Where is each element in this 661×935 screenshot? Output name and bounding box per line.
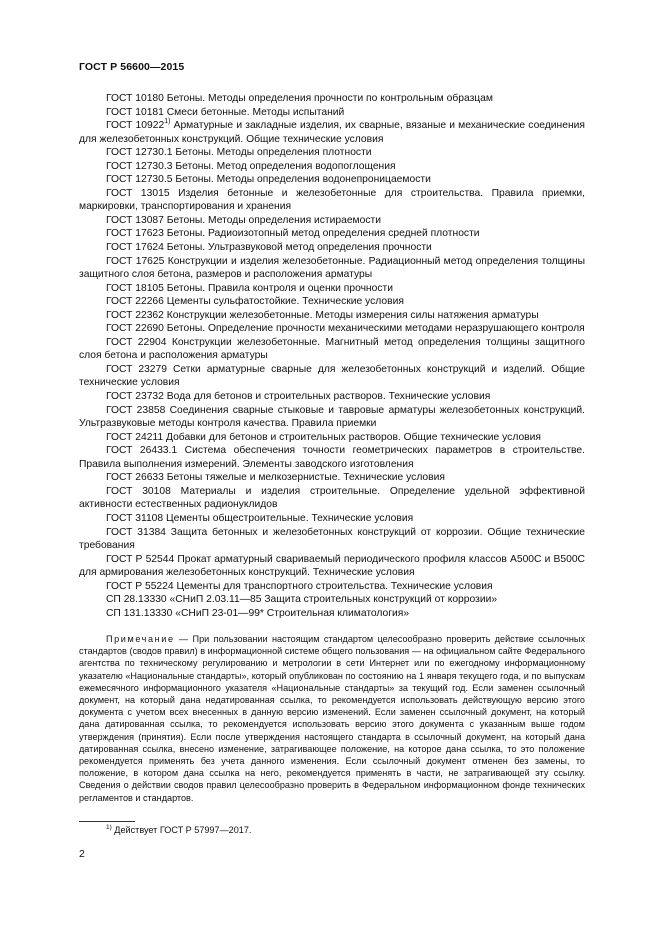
reference-item: СП 131.13330 «СНиП 23-01—99* Строительная климатология» bbox=[106, 607, 410, 619]
reference-item: ГОСТ 22266 Цементы сульфатостойкие. Технические условия bbox=[106, 296, 404, 308]
reference-item: ГОСТ Р 52544 Прокат арматурный свариваемый периодического профиля классов А500С и В500С для армирования железобетонных конструкций. Технические условия bbox=[79, 553, 585, 579]
reference-item: ГОСТ 23279 Сетки арматурные сварные для железобетонных конструкций и изделий. Общие технические условия bbox=[79, 363, 585, 389]
reference-item: ГОСТ 31384 Защита бетонных и железобетонных конструкций от коррозии. Общие технические требования bbox=[79, 526, 585, 552]
footnote-marker: 1) bbox=[106, 823, 112, 831]
reference-item: ГОСТ 13015 Изделия бетонные и железобетонные для строительства. Правила приемки, маркировки, транспортирования и хранения bbox=[79, 187, 585, 213]
reference-item: ГОСТ 31108 Цементы общестроительные. Технические условия bbox=[106, 512, 414, 524]
reference-item: ГОСТ 24211 Добавки для бетонов и строительных растворов. Общие технические условия bbox=[106, 431, 541, 443]
reference-item: ГОСТ 13087 Бетоны. Методы определения истираемости bbox=[106, 214, 381, 226]
reference-item: ГОСТ 26633 Бетоны тяжелые и мелкозернистые. Технические условия bbox=[106, 472, 445, 484]
note-paragraph bbox=[79, 633, 585, 804]
reference-item: ГОСТ 30108 Материалы и изделия строительные. Определение удельной эффективной активности естественных радионуклидов bbox=[79, 485, 585, 511]
reference-item: ГОСТ Р 55224 Цементы для транспортного строительства. Технические условия bbox=[106, 580, 493, 592]
document-header: ГОСТ Р 56600—2015 bbox=[79, 61, 185, 73]
reference-item: ГОСТ 10181 Смеси бетонные. Методы испытаний bbox=[106, 106, 345, 118]
reference-item: ГОСТ 22904 Конструкции железобетонные. Магнитный метод определения толщины защитного слоя бетона и расположения арматуры bbox=[79, 336, 585, 362]
reference-item: ГОСТ 22362 Конструкции железобетонные. Методы измерения силы натяжения арматуры bbox=[106, 309, 539, 321]
reference-item: ГОСТ 23858 Соединения сварные стыковые и тавровые арматуры железобетонных конструкций. Ультразвуковые методы контроля качества. Правила приемки bbox=[79, 404, 585, 430]
footnote-separator bbox=[79, 821, 135, 822]
reference-item: ГОСТ 17624 Бетоны. Ультразвуковой метод определения прочности bbox=[106, 242, 432, 254]
reference-item: ГОСТ 12730.3 Бетоны. Метод определения водопоглощения bbox=[106, 160, 396, 172]
reference-item: ГОСТ 23732 Вода для бетонов и строительных растворов. Технические условия bbox=[106, 391, 491, 403]
reference-title: Арматурные и закладные изделия, их сварные, вязаные и механические соединения для железобетонных конструкций. Общие технические условия bbox=[79, 120, 585, 145]
normative-references-list bbox=[79, 92, 585, 620]
footnote-text: Действует ГОСТ Р 57997—2017. bbox=[111, 825, 252, 835]
reference-item: ГОСТ 18105 Бетоны. Правила контроля и оценки прочности bbox=[106, 282, 393, 294]
reference-item: ГОСТ 26433.1 Система обеспечения точности геометрических параметров в строительстве. Правила выполнения измерений. Элементы заводского изготовления bbox=[79, 445, 585, 470]
footnote bbox=[106, 825, 251, 835]
reference-item: ГОСТ 12730.5 Бетоны. Методы определения водонепроницаемости bbox=[106, 174, 431, 186]
reference-code: ГОСТ 10922 bbox=[106, 120, 165, 132]
footnote-marker: 1) bbox=[164, 117, 171, 125]
reference-item: СП 28.13330 «СНиП 2.03.11—85 Защита строительных конструкций от коррозии» bbox=[106, 594, 498, 606]
reference-item: ГОСТ 10180 Бетоны. Методы определения прочности по контрольным образцам bbox=[106, 93, 493, 104]
reference-item: ГОСТ 17625 Конструкции и изделия железобетонные. Радиационный метод определения толщины защитного слоя бетона, размеров и расположения арматуры bbox=[79, 255, 585, 281]
note-text: — При пользовании настоящим стандартом целесообразно проверить действие ссылочных стандартов (сводов правил) в информационной системе общего пользования — на официальном сайте Федерального агентства по техническому регулированию и метрологии в сети Интернет или по ежегодному информационному указателю «Национальные стандарты», который опубликован по состоянию на 1 января текущего года, и по выпускам ежемесячного информационного указателя «Национальные стандарты» за текущий год. Если заменен ссылочный документ, на который дана недатированная ссылка, то рекомендуется использовать действующую версию этого документа с учетом всех внесенных в данную версию изменений. Если заменен ссылочный документ, на который дана датированная ссылка, то рекомендуется использовать версию этого документа с указанным выше годом утверждения (принятия). Если после утверждения настоящего стандарта в ссылочный документ, на который дана датированная ссылка, внесено изменение, затрагивающее положение, на которое дана ссылка, то это положение рекомендуется применять без учета данного изменения. Если ссылочный документ отменен без замены, то положение, в котором дана ссылка на него, рекомендуется применять в части, не затрагивающей эту ссылку. Сведения о действии сводов правил целесообразно проверить в Федеральном информационном фонде технических регламентов и стандартов. bbox=[79, 634, 585, 803]
note-label: Примечание bbox=[106, 634, 175, 644]
reference-item bbox=[79, 119, 585, 146]
reference-item: ГОСТ 12730.1 Бетоны. Методы определения плотности bbox=[106, 147, 372, 159]
page-number: 2 bbox=[79, 848, 85, 860]
reference-item: ГОСТ 17623 Бетоны. Радиоизотопный метод определения средней плотности bbox=[106, 228, 480, 240]
reference-item: ГОСТ 22690 Бетоны. Определение прочности механическими методами неразрушающего контроля bbox=[106, 323, 585, 335]
